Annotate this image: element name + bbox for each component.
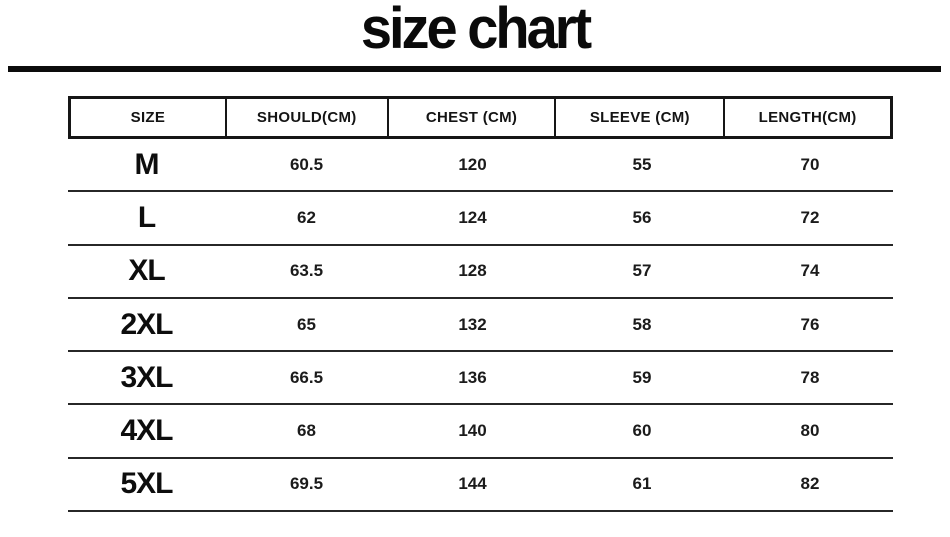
value-cell: 136: [458, 367, 487, 387]
table-row: [68, 299, 893, 352]
value-cell: 65: [297, 314, 316, 334]
table-row: [68, 459, 893, 512]
value-cell: 58: [632, 314, 652, 334]
value-cell: 63.5: [289, 261, 324, 281]
value-cell: 140: [458, 421, 487, 441]
size-chart-table: [68, 96, 893, 512]
header-cell-should: SHOULD(CM): [227, 99, 389, 136]
value-cell: 68: [297, 421, 316, 441]
title-divider: [8, 66, 941, 72]
value-cell: 61: [632, 474, 652, 494]
header-cell-sleeve: SLEEVE (CM): [556, 99, 725, 136]
value-cell: 66.5: [289, 367, 324, 387]
size-label-cell: XL: [128, 254, 165, 288]
value-cell: 82: [800, 474, 820, 494]
value-cell: 62: [297, 207, 316, 227]
table-row: [68, 352, 893, 405]
value-cell: 128: [458, 261, 487, 281]
table-row: [68, 139, 893, 192]
size-label-cell: 5XL: [120, 467, 173, 501]
value-cell: 72: [800, 207, 820, 227]
value-cell: 55: [632, 154, 652, 174]
table-row: [68, 405, 893, 458]
size-label-cell: L: [137, 200, 156, 234]
value-cell: 74: [800, 261, 820, 281]
table-row: [68, 192, 893, 245]
value-cell: 76: [800, 314, 820, 334]
value-cell: 124: [458, 207, 487, 227]
size-label-cell: M: [134, 147, 159, 181]
value-cell: 69.5: [289, 474, 324, 494]
header-cell-length: LENGTH(CM): [758, 109, 857, 126]
size-label-cell: 2XL: [120, 307, 173, 341]
header-cell-size: SIZE: [71, 99, 227, 136]
value-cell: 60.5: [289, 154, 324, 174]
page-title: size chart: [360, 0, 590, 61]
value-cell: 120: [458, 154, 487, 174]
value-cell: 132: [458, 314, 487, 334]
value-cell: 57: [632, 261, 652, 281]
table-header-row: [68, 96, 893, 139]
value-cell: 80: [800, 421, 820, 441]
value-cell: 144: [458, 474, 487, 494]
header-cell-chest: CHEST (CM): [389, 99, 557, 136]
value-cell: 70: [800, 154, 820, 174]
table-row: [68, 246, 893, 299]
value-cell: 56: [632, 207, 652, 227]
size-label-cell: 3XL: [120, 360, 173, 394]
value-cell: 60: [632, 421, 652, 441]
size-label-cell: 4XL: [120, 414, 173, 448]
value-cell: 59: [632, 367, 652, 387]
value-cell: 78: [800, 367, 820, 387]
